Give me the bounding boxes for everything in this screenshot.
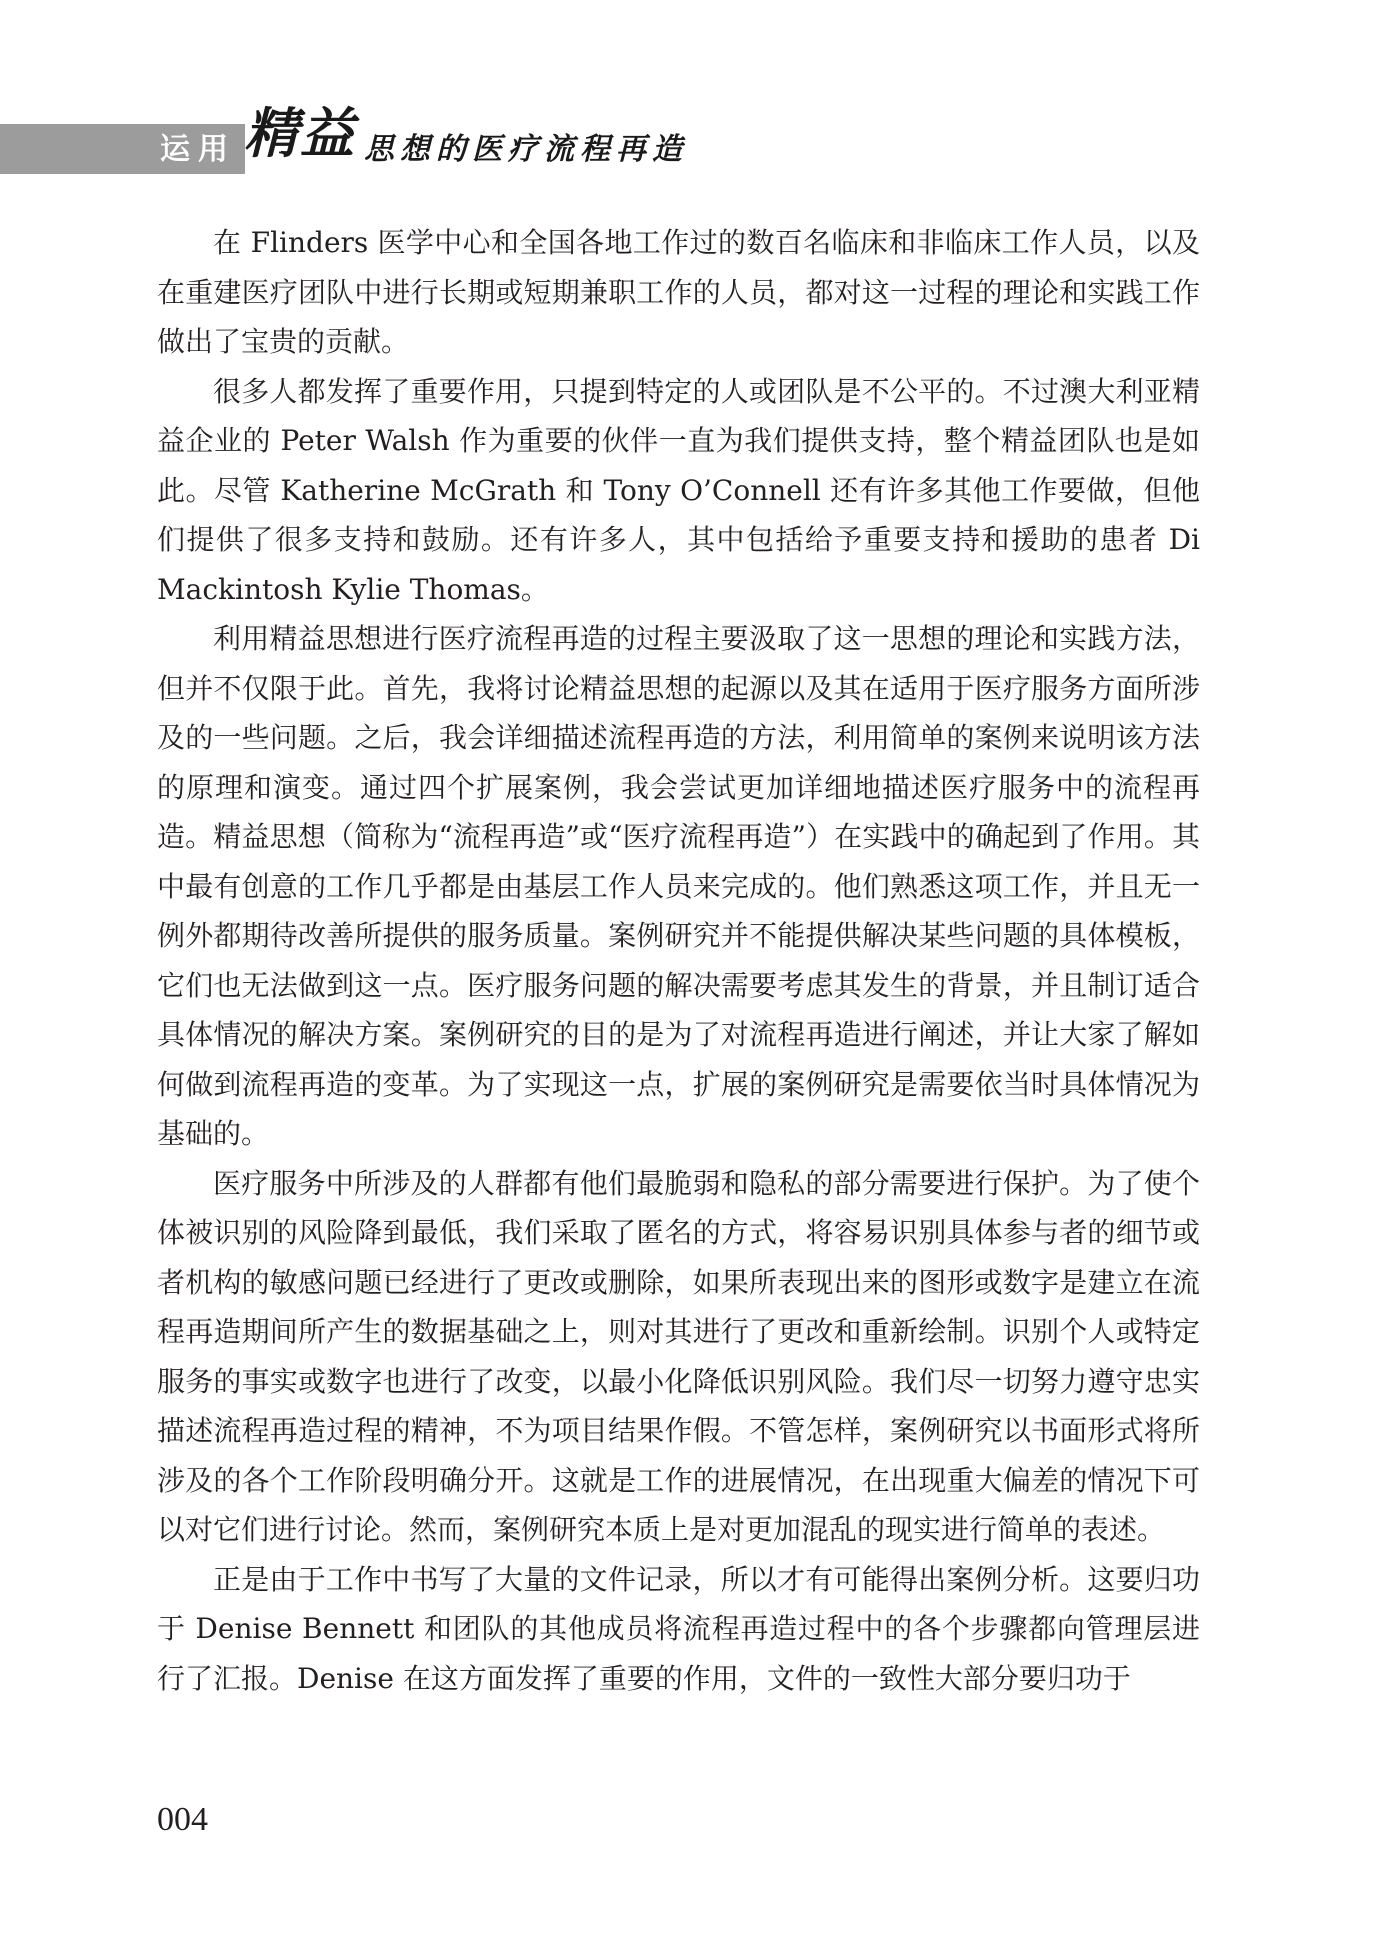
paragraph-2: 很多人都发挥了重要作用，只提到特定的人或团队是不公平的。不过澳大利亚精益企业的 Peter Walsh 作为重要的伙伴一直为我们提供支持，整个精益团队也是如此。尽管 Katherine McGrath 和 Tony O’Connell 还有许多其他工作要做，但他们提供了很多支持和鼓励。还有许多人，其中包括给予重要支持和援助的患者 Di Mackintosh Kylie Thomas。	[157, 374, 1200, 606]
paragraph-3: 利用精益思想进行医疗流程再造的过程主要汲取了这一思想的理论和实践方法，但并不仅限于此。首先，我将讨论精益思想的起源以及其在适用于医疗服务方面所涉及的一些问题。之后，我会详细描述流程再造的方法，利用简单的案例来说明该方法的原理和演变。通过四个扩展案例，我会尝试更加详细地描述医疗服务中的流程再造。精益思想（简称为“流程再造”或“医疗流程再造”）在实践中的确起到了作用。其中最有创意的工作几乎都是由基层工作人员来完成的。他们熟悉这项工作，并且无一例外都期待改善所提供的服务质量。案例研究并不能提供解决某些问题的具体模板，它们也无法做到这一点。医疗服务问题的解决需要考虑其发生的背景，并且制订适合具体情况的解决方案。案例研究的目的是为了对流程再造进行阐述，并让大家了解如何做到流程再造的变革。为了实现这一点，扩展的案例研究是需要依当时具体情况为基础的。	[157, 622, 1200, 1150]
running-header-emphasis: 精益	[244, 101, 356, 165]
paragraph-1: 在 Flinders 医学中心和全国各地工作过的数百名临床和非临床工作人员，以及在重建医疗团队中进行长期或短期兼职工作的人员，都对这一过程的理论和实践工作做出了宝贵的贡献。	[157, 226, 1200, 358]
page-number: 004	[157, 1801, 208, 1838]
running-header-prefix: 运用	[160, 132, 236, 167]
paragraph-4: 医疗服务中所涉及的人群都有他们最脆弱和隐私的部分需要进行保护。为了使个体被识别的风险降到最低，我们采取了匿名的方式，将容易识别具体参与者的细节或者机构的敏感问题已经进行了更改或删除，如果所表现出来的图形或数字是建立在流程再造期间所产生的数据基础之上，则对其进行了更改和重新绘制。识别个人或特定服务的事实或数字也进行了改变，以最小化降低识别风险。我们尽一切努力遵守忠实描述流程再造过程的精神，不为项目结果作假。不管怎样，案例研究以书面形式将所涉及的各个工作阶段明确分开。这就是工作的进展情况，在出现重大偏差的情况下可以对它们进行讨论。然而，案例研究本质上是对更加混乱的现实进行简单的表述。	[157, 1166, 1200, 1546]
running-header-title: 思想的医疗流程再造	[364, 132, 688, 167]
paragraph-5: 正是由于工作中书写了大量的文件记录，所以才有可能得出案例分析。这要归功于 Denise Bennett 和团队的其他成员将流程再造过程中的各个步骤都向管理层进行了汇报。Denise 在这方面发挥了重要的作用，文件的一致性大部分要归功于	[157, 1562, 1200, 1695]
body-text	[157, 218, 1200, 1703]
